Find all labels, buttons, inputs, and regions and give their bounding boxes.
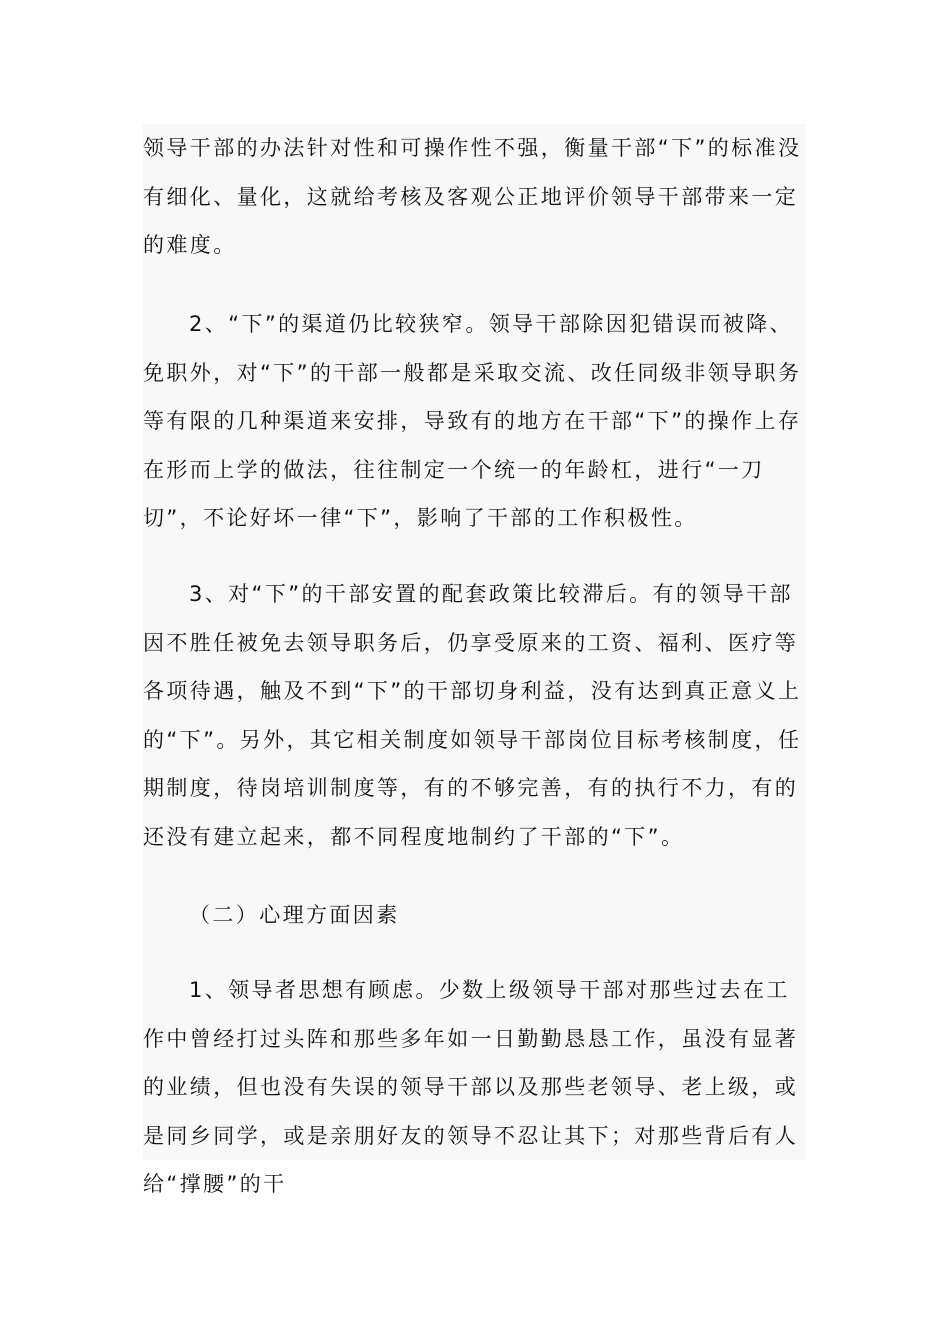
section-heading-psychological-factors: （二）心理方面因素 [189, 903, 400, 927]
document-body [143, 124, 806, 1197]
paragraph-leader-concerns: 1、领导者思想有顾虑。少数上级领导干部对那些过去在工作中曾经打过头阵和那些多年如一日勤勤恳恳工作，虽没有显著的业绩，但也没有失误的领导干部以及那些老领导、老上级，或是同乡同学，或是亲朋好友的领导不忍让其下；对那些背后有人给“撑腰”的干 [143, 978, 799, 1197]
paragraph-lagging-policies: 3、对“下”的干部安置的配套政策比较滞后。有的领导干部因不胜任被免去领导职务后，仍享受原来的工资、福利、医疗等各项待遇，触及不到“下”的干部切身利益，没有达到真正意义上的“下”。另外，其它相关制度如领导干部岗位目标考核制度，任期制度，待岗培训制度等，有的不够完善，有的执行不力，有的还没有建立起来，都不同程度地制约了干部的“下”。 [143, 582, 802, 849]
paragraph-continuation: 领导干部的办法针对性和可操作性不强，衡量干部“下”的标准没有细化、量化，这就给考核及客观公正地评价领导干部带来一定的难度。 [143, 136, 802, 258]
paragraph-narrow-channels: 2、“下”的渠道仍比较狭窄。领导干部除因犯错误而被降、免职外，对“下”的干部一般都是采取交流、改任同级非领导职务等有限的几种渠道来安排，导致有的地方在干部“下”的操作上存在形而上学的做法，往往制定一个统一的年龄杠，进行“一刀切”，不论好坏一律“下”，影响了干部的工作积极性。 [143, 312, 802, 531]
